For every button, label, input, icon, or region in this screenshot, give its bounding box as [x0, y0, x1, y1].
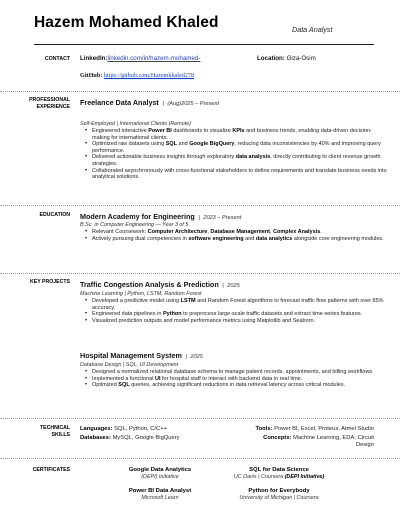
location-label: Location:: [257, 55, 285, 62]
location-row: [257, 55, 316, 62]
experience-subtitle: Self-Employed | International Clients (Remote): [80, 121, 192, 127]
project-name: Hospital Management System: [80, 351, 182, 360]
contact-section-label: CONTACT: [45, 56, 70, 62]
list-item: • Optimized raw datasets using SQL and Google BigQuery, reducing data inconsistencies by 40% and improving query performance.: [92, 141, 388, 154]
project-year: 2025: [227, 283, 240, 289]
certificates-section-label: CERTIFICATES: [32, 467, 70, 473]
list-item: • Engineered interactive Power BI dashboards to visualize KPIs and business trends, enabling data-driven decision-making for international clients.: [92, 128, 388, 141]
education-section-label: EDUCATION: [39, 212, 70, 218]
certificate-issuer: UC Davis | Coursera (DEPI Initiative): [233, 473, 325, 480]
skill-tools: Tools: Power BI, Excel, Proteus, Atmel Studio: [255, 426, 374, 432]
education-entry-heading: Modern Academy for Engineering | 2023 – Present: [80, 212, 242, 221]
section-divider: [0, 91, 400, 92]
experience-bullets: [80, 128, 388, 181]
section-divider: [0, 205, 400, 206]
section-divider: [0, 418, 400, 419]
experience-role: Freelance Data Analyst: [80, 98, 159, 107]
certificate-name: Python for Everybody: [248, 488, 310, 494]
list-item: • Actively pursuing dual competencies in software engineering and data analytics alongside core engineering modules.: [92, 236, 388, 243]
header-divider: [34, 44, 374, 45]
resume-header: [34, 14, 374, 44]
certificate-issuer: Microsoft Learn: [141, 494, 179, 501]
section-divider: [0, 273, 400, 274]
github-link[interactable]: https://github.com/Hazemkhaled278: [103, 72, 195, 79]
education-degree: B.Sc. in Computer Engineering — Year 3 of 5: [80, 222, 189, 228]
project-bullets: [80, 298, 388, 324]
github-row: [80, 72, 194, 79]
certificate-name: Power BI Data Analyst: [128, 488, 192, 494]
certificate-item: [110, 488, 210, 502]
github-label: GitHub:: [80, 72, 103, 79]
skill-databases: Databases: MySQL, Google BigQuery: [80, 435, 180, 441]
skills-label-line1: TECHNICAL: [40, 425, 70, 431]
skills-section-label: [0, 425, 70, 438]
experience-entry-heading: Freelance Data Analyst | (Aug)2025 – Present: [80, 98, 220, 107]
list-item: • Relevant Coursework: Computer Architecture, Database Management, Complex Analysis.: [92, 229, 388, 236]
project-year: 2025: [190, 354, 203, 360]
project-bullets: [80, 369, 388, 389]
list-item: • Designed a normalized relational database schema to manage patient records, appointments, and billing workflows.: [92, 369, 388, 376]
certificate-issuer: University of Michigan | Coursera: [239, 494, 319, 501]
list-item: • Collaborated asynchronously with cross-functional stakeholders to define requirements and translate business needs into analytical solutions.: [92, 168, 388, 181]
certificate-item: [110, 467, 210, 481]
education-school: Modern Academy for Engineering: [80, 212, 195, 221]
experience-label-line2: EXPERIENCE: [36, 103, 70, 110]
skills-label-line2: SKILLS: [51, 431, 70, 438]
certificate-item: [224, 467, 334, 481]
list-item: • Engineered data pipelines in Python to preprocess large-scale traffic datasets and extract time-series features.: [92, 311, 388, 318]
linkedin-link[interactable]: linkedin.com/in/hazem-mohamed-: [107, 55, 201, 62]
project-heading: Hospital Management System | 2025: [80, 351, 203, 360]
experience-section-label: [0, 97, 70, 110]
certificate-issuer: (DEPI) Initiative: [141, 473, 179, 480]
candidate-title: Data Analyst: [292, 25, 333, 34]
list-item: • Optimized SQL queries, achieving significant reductions in data retrieval latency across critical modules.: [92, 382, 388, 389]
skill-concepts: Concepts: Machine Learning, EDA, Circuit Design: [263, 435, 374, 448]
certificate-name: Google Data Analytics: [128, 467, 192, 473]
project-name: Traffic Congestion Analysis & Prediction: [80, 280, 219, 289]
experience-label-line1: PROFESSIONAL: [29, 97, 70, 103]
linkedin-label: LinkedIn:: [80, 55, 108, 62]
project-stack: Database Design | SQL, UI Development: [80, 362, 179, 368]
location-value: Giza-Osim: [286, 55, 316, 62]
list-item: • Developed a predictive model using LSTM and Random Forest algorithms to forecast traffic flow patterns with over 85% accuracy.: [92, 298, 388, 311]
linkedin-row: [80, 55, 200, 62]
education-bullets: [80, 229, 388, 242]
education-date: 2023 – Present: [203, 215, 242, 221]
list-item: • Delivered actionable business insights through exploratory data analysis, directly contributing to client revenue growth strategies.: [92, 154, 388, 167]
certificate-name: SQL for Data Science: [249, 467, 309, 473]
projects-section-label: KEY PROJECTS: [30, 279, 70, 285]
skill-languages: Languages: SQL, Python, C/C++: [80, 426, 167, 432]
list-item: • Implemented a functional UI for hospital staff to interact with backend data in real time.: [92, 376, 388, 383]
candidate-name: Hazem Mohamed Khaled: [34, 14, 219, 31]
list-item: • Visualized prediction outputs and model performance metrics using Matplotlib and Seaborn.: [92, 318, 388, 325]
certificate-item: [224, 488, 334, 502]
project-stack: Machine Learning | Python, LSTM, Random Forest: [80, 291, 202, 297]
project-heading: Traffic Congestion Analysis & Prediction | 2025: [80, 280, 240, 289]
experience-date: (Aug)2025 – Present: [167, 101, 220, 107]
section-divider: [0, 458, 400, 459]
